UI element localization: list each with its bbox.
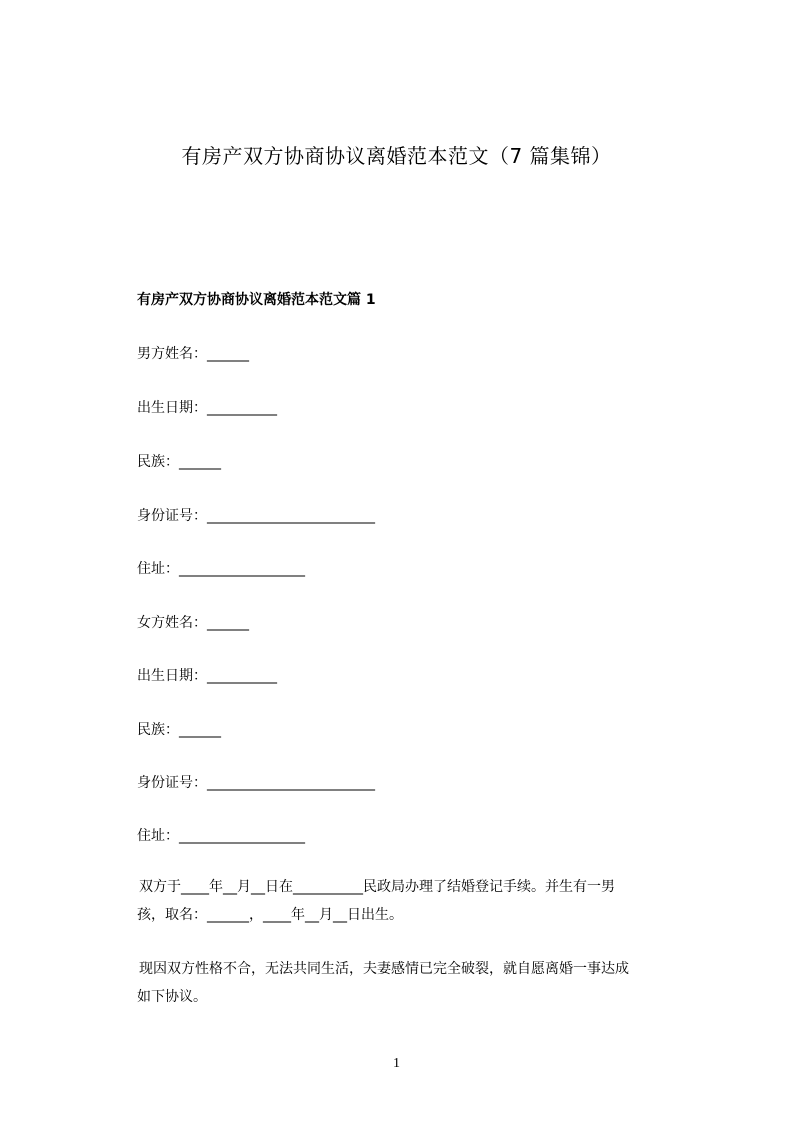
male-ethnicity-field: 民族：______: [137, 454, 221, 470]
page-number: 1: [393, 1056, 400, 1071]
paragraph-line: 现因双方性格不合，无法共同生活，夫妻感情已完全破裂，就自愿离婚一事达成: [139, 961, 629, 977]
divorce-reason-paragraph: [137, 955, 702, 1011]
paragraph-line: 孩，取名：______，____年__月__日出生。: [137, 907, 403, 923]
male-birth-date-field: 出生日期：__________: [137, 400, 277, 416]
section-heading: 有房产双方协商协议离婚范本范文篇 1: [137, 292, 376, 308]
female-birth-date-field: 出生日期：__________: [137, 668, 277, 684]
male-name-field: 男方姓名：______: [137, 346, 249, 362]
female-name-field: 女方姓名：______: [137, 615, 249, 631]
marriage-registration-paragraph: [137, 873, 702, 929]
male-address-field: 住址：__________________: [137, 561, 305, 577]
female-id-number-field: 身份证号：________________________: [137, 775, 375, 791]
paragraph-line: 双方于____年__月__日在__________民政局办理了结婚登记手续。并生有一男: [139, 879, 615, 895]
male-id-number-field: 身份证号：________________________: [137, 508, 375, 524]
paragraph-line: 如下协议。: [137, 989, 207, 1005]
female-address-field: 住址：__________________: [137, 828, 305, 844]
document-title: 有房产双方协商协议离婚范本范文（7 篇集锦）: [181, 144, 612, 168]
female-ethnicity-field: 民族：______: [137, 722, 221, 738]
